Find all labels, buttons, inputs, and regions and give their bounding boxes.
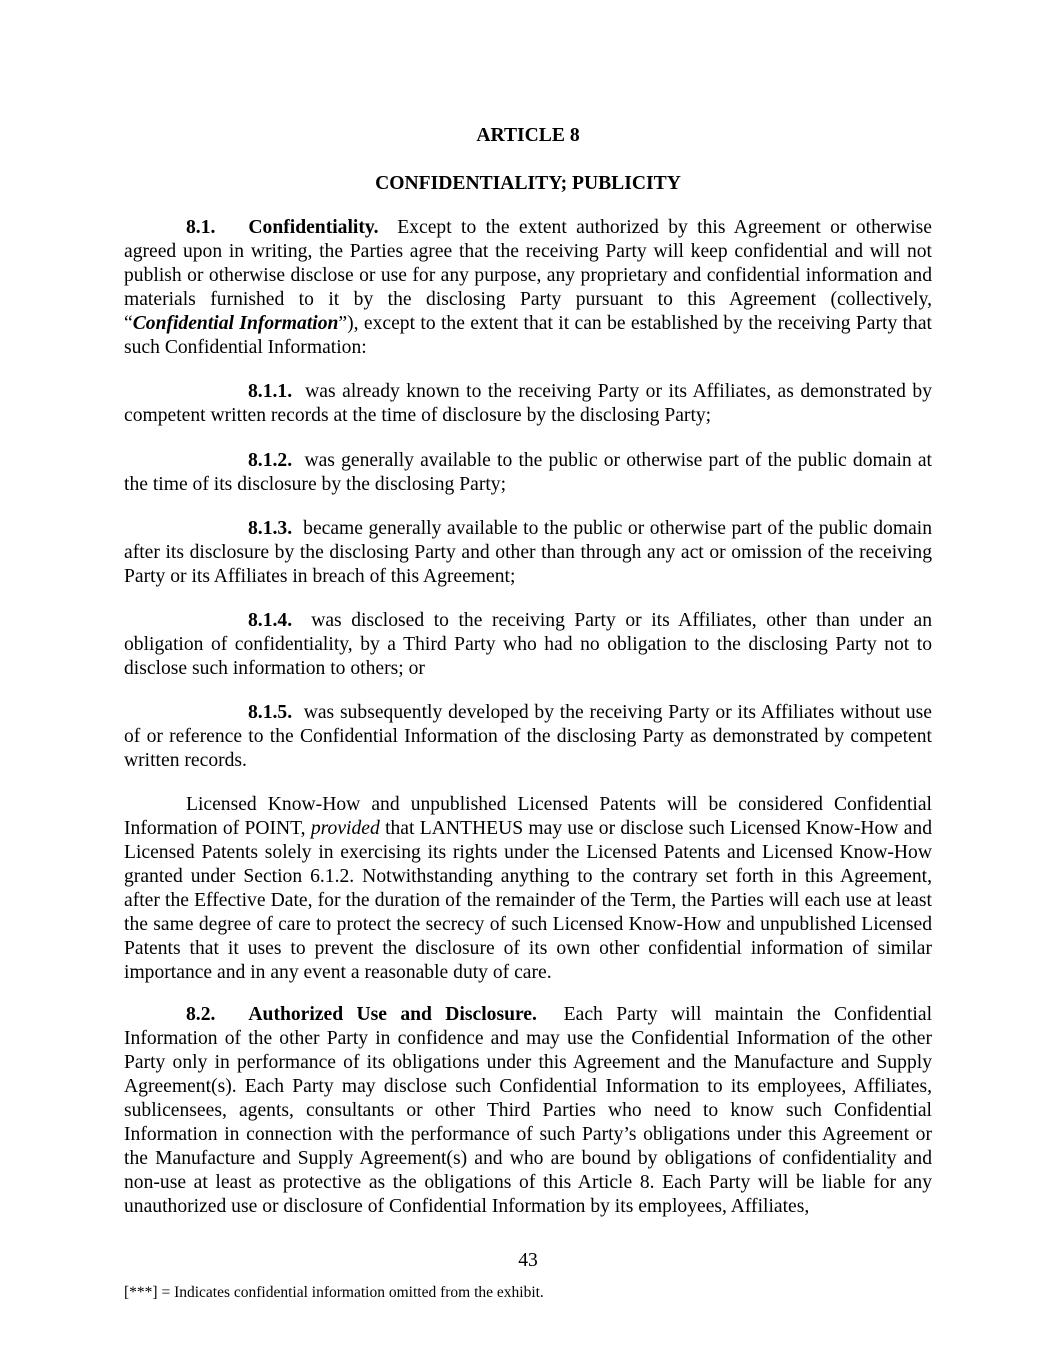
article-title-heading: CONFIDENTIALITY; PUBLICITY xyxy=(375,173,681,194)
subsection-8-1-4 xyxy=(124,609,932,681)
subsection-number: 8.1.3. xyxy=(248,518,293,539)
section-8-1-title: Confidentiality. xyxy=(248,217,379,238)
subsection-8-1-2 xyxy=(124,449,932,497)
provided-italic: provided xyxy=(310,818,380,839)
subsection-text: was subsequently developed by the receiving Party or its Affiliates without use of or reference to the Confidential Information of the disclosing Party as demonstrated by competent written records. xyxy=(124,702,932,771)
confidential-information-defined-term: Confidential Information xyxy=(132,313,339,334)
subsection-number: 8.1.5. xyxy=(248,702,293,723)
subsection-text: became generally available to the public or otherwise part of the public domain after its disclosure by the disclosing Party and other than through any act or omission of the receiving Party or its Affiliates in breach of this Agreement; xyxy=(124,518,933,587)
know-how-text-b: that LANTHEUS may use or disclose such Licensed Know-How and Licensed Patents solely in exercising its rights under the Licensed Patents and Licensed Know-How granted under Section 6.1.2. Notwithstanding anything to the contrary set forth in this Agreement, after the Effective Date, for the duration of the remainder of the Term, the Parties will each use at least the same degree of care to protect the secrecy of such Licensed Know-How and unpublished Licensed Patents that it uses to prevent the disclosure of its own other confidential information of similar importance and in any event a reasonable duty of care. xyxy=(124,818,932,983)
confidentiality-footnote: [***] = Indicates confidential information omitted from the exhibit. xyxy=(124,1284,544,1301)
subsection-number: 8.1.4. xyxy=(248,610,293,631)
subsection-8-1-1 xyxy=(124,380,932,428)
section-8-2-paragraph xyxy=(124,1003,932,1219)
know-how-paragraph xyxy=(124,793,932,985)
subsection-text: was already known to the receiving Party or its Affiliates, as demonstrated by competent written records at the time of disclosure by the disclosing Party; xyxy=(124,381,933,426)
subsection-8-1-5 xyxy=(124,701,932,773)
subsection-text: was disclosed to the receiving Party or its Affiliates, other than under an obligation of confidentiality, by a Third Party who had no obligation to the disclosing Party not to disclose such information to others; or xyxy=(124,610,933,679)
page-number: 43 xyxy=(518,1250,538,1271)
subsection-number: 8.1.1. xyxy=(248,381,293,402)
subsection-8-1-3 xyxy=(124,517,932,589)
subsection-text: was generally available to the public or otherwise part of the public domain at the time of its disclosure by the disclosing Party; xyxy=(124,450,932,495)
section-8-2-number: 8.2. xyxy=(186,1004,216,1025)
section-8-2-title: Authorized Use and Disclosure. xyxy=(248,1004,537,1025)
know-how-text-a: Licensed Know-How and unpublished Licensed Patents will be considered Confidential Information of POINT, xyxy=(124,794,932,839)
article-number-heading: ARTICLE 8 xyxy=(476,125,580,146)
section-8-1-text-b: ”), except to the extent that it can be established by the receiving Party that such Confidential Information: xyxy=(124,313,932,358)
section-8-1-number: 8.1. xyxy=(186,217,216,238)
section-8-2-text: Each Party will maintain the Confidential Information of the other Party in confidence and may use the Confidential Information of the other Party only in performance of its obligations under this Agreement and the Manufacture and Supply Agreement(s). Each Party may disclose such Confidential Information to its employees, Affiliates, sublicensees, agents, consultants or other Third Parties who need to know such Confidential Information in connection with the performance of such Party’s obligations under this Agreement or the Manufacture and Supply Agreement(s) and who are bound by obligations of confidentiality and non-use at least as protective as the obligations of this Article 8. Each Party will be liable for any unauthorized use or disclosure of Confidential Information by its employees, Affiliates, xyxy=(124,1004,933,1217)
subsection-number: 8.1.2. xyxy=(248,450,293,471)
section-8-1-paragraph xyxy=(124,216,932,360)
section-8-1-text-a: Except to the extent authorized by this Agreement or otherwise agreed upon in writing, the Parties agree that the receiving Party will keep confidential and will not publish or otherwise disclose or use for any purpose, any proprietary and confidential information and materials furnished to it by the disclosing Party pursuant to this Agreement (collectively, “ xyxy=(124,217,933,334)
